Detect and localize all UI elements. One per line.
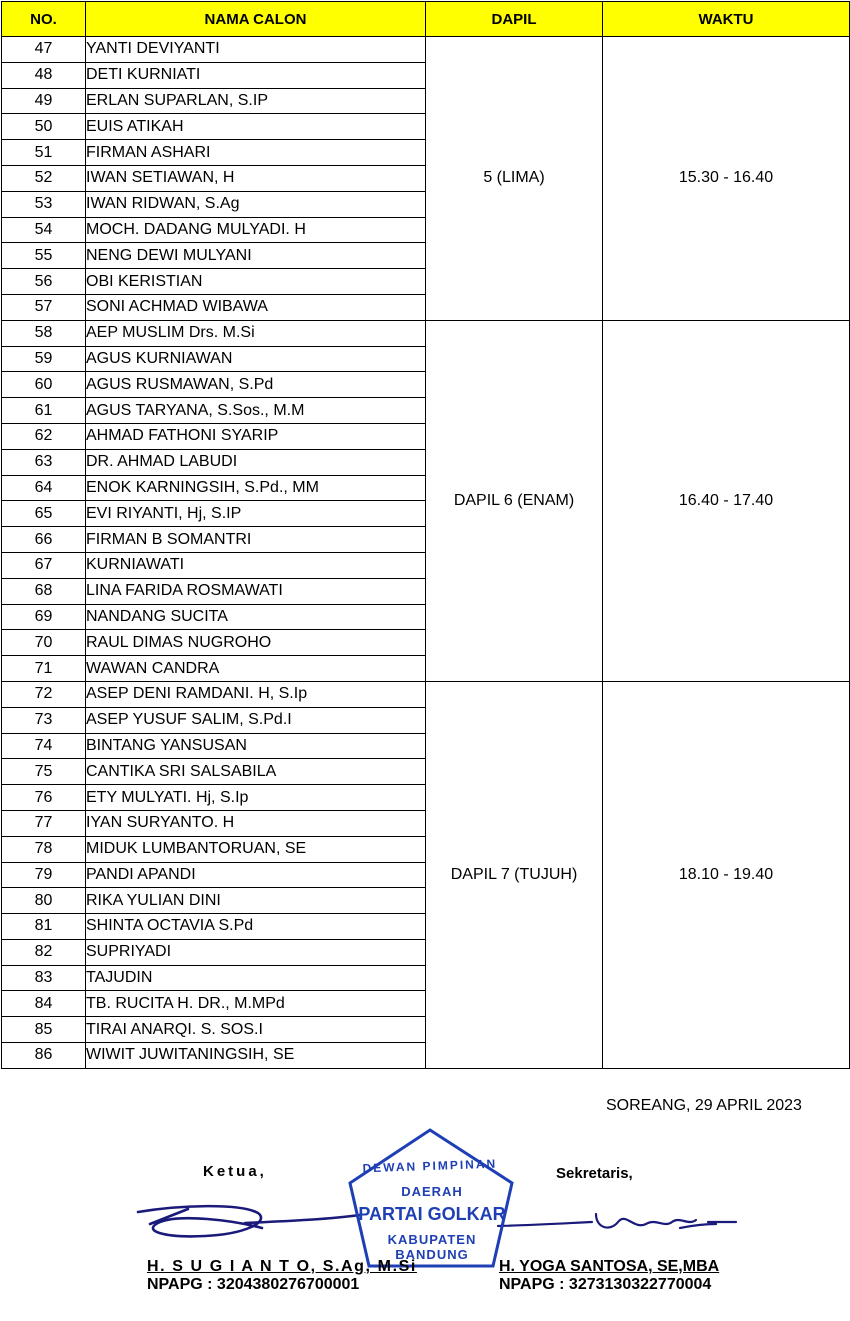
- candidate-name: ETY MULYATI. Hj, S.Ip: [86, 785, 426, 811]
- waktu-cell: 18.10 - 19.40: [603, 681, 850, 1068]
- candidate-name: TAJUDIN: [86, 965, 426, 991]
- candidate-name: WIWIT JUWITANINGSIH, SE: [86, 1043, 426, 1069]
- candidate-name: MIDUK LUMBANTORUAN, SE: [86, 836, 426, 862]
- candidate-name: AGUS KURNIAWAN: [86, 346, 426, 372]
- candidate-name: EUIS ATIKAH: [86, 114, 426, 140]
- candidate-number: 79: [2, 862, 86, 888]
- waktu-cell: 16.40 - 17.40: [603, 320, 850, 681]
- candidate-name: YANTI DEVIYANTI: [86, 37, 426, 63]
- candidate-name: AGUS TARYANA, S.Sos., M.M: [86, 398, 426, 424]
- candidate-number: 65: [2, 501, 86, 527]
- candidate-number: 49: [2, 88, 86, 114]
- candidate-name: CANTIKA SRI SALSABILA: [86, 759, 426, 785]
- table-row: [2, 37, 850, 63]
- table-row: [2, 681, 850, 707]
- candidate-name: EVI RIYANTI, Hj, S.IP: [86, 501, 426, 527]
- candidate-number: 86: [2, 1043, 86, 1069]
- candidate-name: DR. AHMAD LABUDI: [86, 449, 426, 475]
- dapil-cell: DAPIL 6 (ENAM): [426, 320, 603, 681]
- candidate-number: 66: [2, 527, 86, 553]
- candidate-name: PANDI APANDI: [86, 862, 426, 888]
- candidate-name: OBI KERISTIAN: [86, 269, 426, 295]
- candidate-name: FIRMAN ASHARI: [86, 140, 426, 166]
- candidate-name: LINA FARIDA ROSMAWATI: [86, 578, 426, 604]
- table-header-row: [2, 2, 850, 37]
- stamp-line1: DAERAH: [401, 1184, 463, 1199]
- candidate-name: WAWAN CANDRA: [86, 656, 426, 682]
- candidate-name: NENG DEWI MULYANI: [86, 243, 426, 269]
- chair-signature: [138, 1206, 360, 1236]
- candidate-number: 54: [2, 217, 86, 243]
- table-body: [2, 37, 850, 1069]
- chair-npapg: NPAPG : 3204380276700001: [147, 1276, 360, 1293]
- candidate-name: MOCH. DADANG MULYADI. H: [86, 217, 426, 243]
- candidate-schedule-table: [1, 1, 850, 1069]
- dapil-cell: DAPIL 7 (TUJUH): [426, 681, 603, 1068]
- candidate-number: 62: [2, 423, 86, 449]
- candidate-name: ASEP DENI RAMDANI. H, S.Ip: [86, 681, 426, 707]
- chair-role-label: Ketua,: [203, 1163, 267, 1180]
- candidate-number: 75: [2, 759, 86, 785]
- candidate-name: SHINTA OCTAVIA S.Pd: [86, 914, 426, 940]
- candidate-number: 78: [2, 836, 86, 862]
- candidate-name: RAUL DIMAS NUGROHO: [86, 630, 426, 656]
- candidate-number: 64: [2, 475, 86, 501]
- candidate-number: 84: [2, 991, 86, 1017]
- candidate-name: IWAN RIDWAN, S.Ag: [86, 191, 426, 217]
- chair-name: H. S U G I A N T O, S.Ag, M.Si: [147, 1258, 417, 1275]
- candidate-number: 53: [2, 191, 86, 217]
- candidate-number: 58: [2, 320, 86, 346]
- candidate-number: 85: [2, 1017, 86, 1043]
- candidate-number: 82: [2, 939, 86, 965]
- candidate-number: 67: [2, 552, 86, 578]
- candidate-name: AEP MUSLIM Drs. M.Si: [86, 320, 426, 346]
- candidate-number: 74: [2, 733, 86, 759]
- candidate-name: SUPRIYADI: [86, 939, 426, 965]
- header-no: NO.: [2, 2, 86, 37]
- dapil-cell: 5 (LIMA): [426, 37, 603, 321]
- candidate-name: NANDANG SUCITA: [86, 604, 426, 630]
- candidate-number: 73: [2, 707, 86, 733]
- candidate-number: 83: [2, 965, 86, 991]
- candidate-name: AHMAD FATHONI SYARIP: [86, 423, 426, 449]
- candidate-name: SONI ACHMAD WIBAWA: [86, 294, 426, 320]
- candidate-number: 72: [2, 681, 86, 707]
- candidate-name: FIRMAN B SOMANTRI: [86, 527, 426, 553]
- stamp-line2: PARTAI GOLKAR: [358, 1204, 506, 1224]
- stamp-top-text: DEWAN PIMPINAN: [362, 1156, 498, 1176]
- header-waktu: WAKTU: [603, 2, 850, 37]
- candidate-number: 50: [2, 114, 86, 140]
- candidate-number: 56: [2, 269, 86, 295]
- candidate-number: 70: [2, 630, 86, 656]
- candidate-number: 68: [2, 578, 86, 604]
- candidate-number: 51: [2, 140, 86, 166]
- secretary-signature: [498, 1214, 736, 1228]
- candidate-name: ASEP YUSUF SALIM, S.Pd.I: [86, 707, 426, 733]
- candidate-number: 55: [2, 243, 86, 269]
- candidate-number: 57: [2, 294, 86, 320]
- candidate-number: 76: [2, 785, 86, 811]
- candidate-name: TB. RUCITA H. DR., M.MPd: [86, 991, 426, 1017]
- stamp-line3: KABUPATEN: [387, 1232, 477, 1247]
- candidate-number: 77: [2, 810, 86, 836]
- secretary-name: H. YOGA SANTOSA, SE,MBA: [499, 1258, 720, 1275]
- candidate-name: ERLAN SUPARLAN, S.IP: [86, 88, 426, 114]
- secretary-npapg: NPAPG : 3273130322770004: [499, 1276, 712, 1293]
- candidate-name: RIKA YULIAN DINI: [86, 888, 426, 914]
- place-date: SOREANG, 29 APRIL 2023: [606, 1097, 802, 1114]
- candidate-number: 71: [2, 656, 86, 682]
- candidate-name: IYAN SURYANTO. H: [86, 810, 426, 836]
- candidate-number: 47: [2, 37, 86, 63]
- candidate-number: 60: [2, 372, 86, 398]
- candidate-number: 52: [2, 165, 86, 191]
- header-dapil: DAPIL: [426, 2, 603, 37]
- candidate-number: 61: [2, 398, 86, 424]
- stamp-line4: BANDUNG: [395, 1247, 469, 1262]
- candidate-name: AGUS RUSMAWAN, S.Pd: [86, 372, 426, 398]
- party-stamp: [350, 1130, 512, 1266]
- candidate-number: 48: [2, 62, 86, 88]
- candidate-name: TIRAI ANARQI. S. SOS.I: [86, 1017, 426, 1043]
- candidate-name: BINTANG YANSUSAN: [86, 733, 426, 759]
- candidate-name: IWAN SETIAWAN, H: [86, 165, 426, 191]
- candidate-number: 81: [2, 914, 86, 940]
- candidate-number: 63: [2, 449, 86, 475]
- candidate-name: DETI KURNIATI: [86, 62, 426, 88]
- secretary-role-label: Sekretaris,: [556, 1165, 633, 1182]
- candidate-number: 69: [2, 604, 86, 630]
- waktu-cell: 15.30 - 16.40: [603, 37, 850, 321]
- candidate-number: 80: [2, 888, 86, 914]
- table-row: [2, 320, 850, 346]
- candidate-number: 59: [2, 346, 86, 372]
- candidate-name: ENOK KARNINGSIH, S.Pd., MM: [86, 475, 426, 501]
- header-name: NAMA CALON: [86, 2, 426, 37]
- candidate-name: KURNIAWATI: [86, 552, 426, 578]
